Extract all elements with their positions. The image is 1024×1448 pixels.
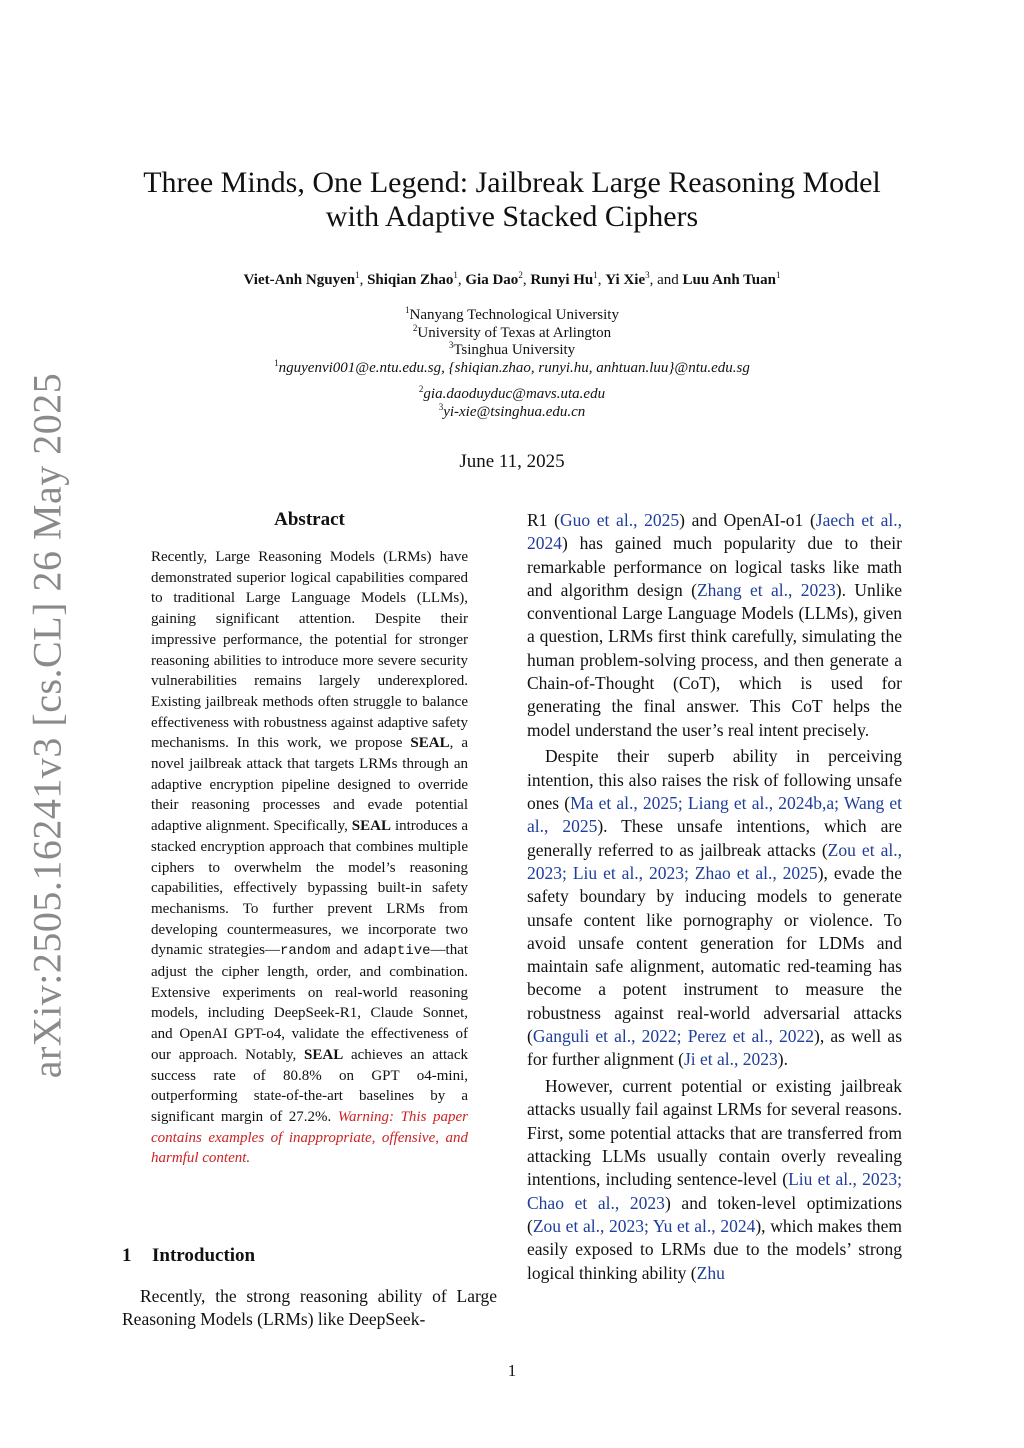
- abstract-text: Recently, Large Reasoning Models (LRMs) have demonstrated superior logical capabilities compared to traditional Large Language Models (LLMs), gaining significant attention. Despite their impressive performance, the potential for stronger reasoning abilities to introduce more severe security vulnerabilities remains largely underexplored. Existing jailbreak methods often struggle to balance effectiveness with robustness against adaptive safety mechanisms. In this work, we propose: [151, 549, 468, 752]
- affiliation-name: Tsinghua University: [453, 342, 576, 358]
- body-paragraph: [527, 509, 902, 742]
- body-text: ). These unsafe intentions, which are generally referred to as jailbreak attacks (: [527, 816, 902, 860]
- citation-link[interactable]: Zou et al., 2023; Liu et al., 2023; Zhao et al., 2025: [527, 839, 902, 883]
- affiliation-name: Nanyang Technological University: [409, 307, 619, 323]
- author-name: Gia Dao: [465, 272, 519, 288]
- body-text: However, current potential or existing jailbreak attacks usually fail against LRMs for several reasons. First, some potential attacks that are transferred from attacking LLMs usually contain overly revealing intentions, including sentence-level (: [527, 1076, 902, 1190]
- affiliation: [100, 342, 924, 360]
- email-mark: 3: [438, 401, 444, 412]
- abstract-body: [151, 547, 468, 1169]
- author-affiliation-mark: 2: [518, 270, 523, 280]
- code-term: random: [279, 943, 331, 960]
- intro-paragraph: Recently, the strong reasoning ability of Large Reasoning Models (LRMs) like DeepSeek-: [122, 1286, 497, 1330]
- body-text: ), evade the safety boundary by inducing models to generate unsafe content like pornography or violence. To avoid unsafe content generation for LDMs and maintain safe alignment, automatic red-teaming has become a potent instrument to measure the robustness against real-world adversarial attacks (: [527, 862, 902, 1047]
- author-name: Shiqian Zhao: [367, 272, 454, 288]
- author-affiliation-mark: 1: [593, 270, 598, 280]
- code-term: adaptive: [363, 943, 431, 960]
- abstract-text: and: [336, 942, 358, 959]
- body-text: ) and token-level optimizations (: [527, 1192, 903, 1236]
- citation-link[interactable]: Ma et al., 2025; Liang et al., 2024b,a; Wang et al., 2025: [527, 793, 903, 837]
- method-name: SEAL: [410, 735, 450, 752]
- body-paragraph: [527, 745, 902, 1071]
- method-name: SEAL: [304, 1046, 344, 1063]
- citation-link[interactable]: Jaech et al., 2024: [527, 510, 903, 554]
- right-column: [527, 509, 902, 1288]
- affiliation-mark: 3: [448, 340, 454, 350]
- author-affiliation-mark: 1: [453, 270, 458, 280]
- author-conjunction: and: [657, 272, 679, 288]
- email-line: [100, 401, 924, 422]
- title-line-1: Three Minds, One Legend: Jailbreak Large Reasoning Model: [143, 166, 881, 199]
- email-line: [100, 386, 924, 404]
- affiliation: [100, 307, 924, 325]
- author-affiliation-mark: 1: [355, 270, 360, 280]
- body-text: ). Unlike conventional Large Language Models (LLMs), given a question, LRMs first think carefully, simulating the human problem-solving process, and then generate a Chain-of-Thought (CoT), which is used for generating the final answer. This CoT helps the model understand the user’s real intent precisely.: [527, 579, 903, 740]
- abstract-text: achieves an attack success rate of 80.8% on GPT o4-mini, outperforming state-of-the-art baselines by a significant margin of 27.2%.: [151, 1046, 468, 1125]
- email-mark: 1: [274, 357, 279, 368]
- method-name: SEAL: [351, 818, 391, 835]
- citation-link[interactable]: Zhu: [696, 1262, 725, 1283]
- arxiv-side-stamp: [17, 372, 77, 1078]
- author-name: Runyi Hu: [530, 272, 594, 288]
- affiliation-mark: 2: [412, 322, 418, 333]
- author-affiliation-mark: 1: [775, 270, 781, 280]
- affiliation-name: University of Texas at Arlington: [417, 324, 612, 341]
- author-affiliation-mark: 3: [645, 270, 650, 280]
- citation-link[interactable]: Ganguli et al., 2022; Perez et al., 2022: [532, 1026, 815, 1047]
- email-line: [100, 357, 924, 378]
- email-address: gia.daoduyduc@mavs.uta.edu: [423, 386, 606, 402]
- extra-emails: [100, 386, 924, 421]
- body-text: ), which makes them easily exposed to LRMs due to the models’ strong logical thinking ability (: [527, 1215, 902, 1283]
- affiliations: [100, 307, 924, 377]
- paper-title: [100, 166, 924, 234]
- body-text: Despite their superb ability in perceiving intention, this also raises the risk of following unsafe ones (: [527, 746, 902, 814]
- body-paragraph: [527, 1075, 902, 1285]
- publication-date: June 11, 2025: [459, 451, 565, 472]
- author-name: Yi Xie: [605, 272, 646, 288]
- title-line-2: with Adaptive Stacked Ciphers: [325, 200, 699, 233]
- author-name: Luu Anh Tuan: [682, 272, 776, 288]
- citation-link[interactable]: Zhang et al., 2023: [696, 579, 836, 600]
- citation-link[interactable]: Guo et al., 2025: [559, 510, 680, 530]
- abstract-text: , a novel jailbreak attack that targets LRMs through an adaptive encryption pipeline designed to override their reasoning processes and evade potential adaptive alignment. Specifically,: [151, 735, 468, 835]
- body-text: ).: [777, 1049, 788, 1070]
- abstract-text: —that adjust the cipher length, order, and combination. Extensive experiments on real-world reasoning models, including DeepSeek-R1, Claude Sonnet, and OpenAI GPT-o4, validate the effectiveness of our approach. Notably,: [151, 942, 469, 1063]
- section-number: 1: [122, 1245, 132, 1266]
- arxiv-identifier: arXiv:2505.16241v3 [cs.CL] 26 May 2025: [24, 372, 70, 1078]
- author-name: Viet-Anh Nguyen: [243, 272, 356, 288]
- section-title: Introduction: [152, 1245, 256, 1266]
- body-text: ), as well as for further alignment (: [527, 1026, 902, 1070]
- email-mark: 2: [418, 384, 424, 394]
- affiliation-mark: 1: [405, 305, 410, 315]
- citation-link[interactable]: Zou et al., 2023; Yu et al., 2024: [532, 1215, 756, 1236]
- author-list: Viet-Anh Nguyen$^1$, Shiqian Zhao$^1$, Gia Dao$^2$, Runyi Hu$^1$, Yi Xie$^3$, and Luu Anh Tuan$^1$: [243, 270, 781, 288]
- body-text: ) and OpenAI-o1 (: [679, 510, 816, 530]
- section-heading: [122, 1245, 497, 1267]
- email-address: nguyenvi001@e.ntu.edu.sg, {shiqian.zhao, runyi.hu, anhtuan.luu}@ntu.edu.sg: [278, 359, 750, 376]
- page-number: 1: [507, 1361, 517, 1380]
- affiliation: [100, 322, 924, 343]
- abstract-text: introduces a stacked encryption approach that combines multiple ciphers to overwhelm the model’s reasoning capabilities, effectively bypassing built-in safety mechanisms. To further prevent LRMs from developing countermeasures, we incorporate two dynamic strategies—: [151, 818, 469, 959]
- abstract-heading: Abstract: [274, 509, 345, 530]
- content-warning: Warning: This paper contains examples of inappropriate, offensive, and harmful content.: [151, 1108, 469, 1167]
- body-text: ) has gained much popularity due to their remarkable performance on logical tasks like math and algorithm design (: [527, 533, 902, 600]
- body-text: R1 (: [527, 510, 560, 530]
- citation-link[interactable]: Liu et al., 2023; Chao et al., 2023: [527, 1169, 902, 1213]
- email-address: yi-xie@tsinghua.edu.cn: [443, 403, 586, 420]
- citation-link[interactable]: Ji et al., 2023: [683, 1049, 778, 1070]
